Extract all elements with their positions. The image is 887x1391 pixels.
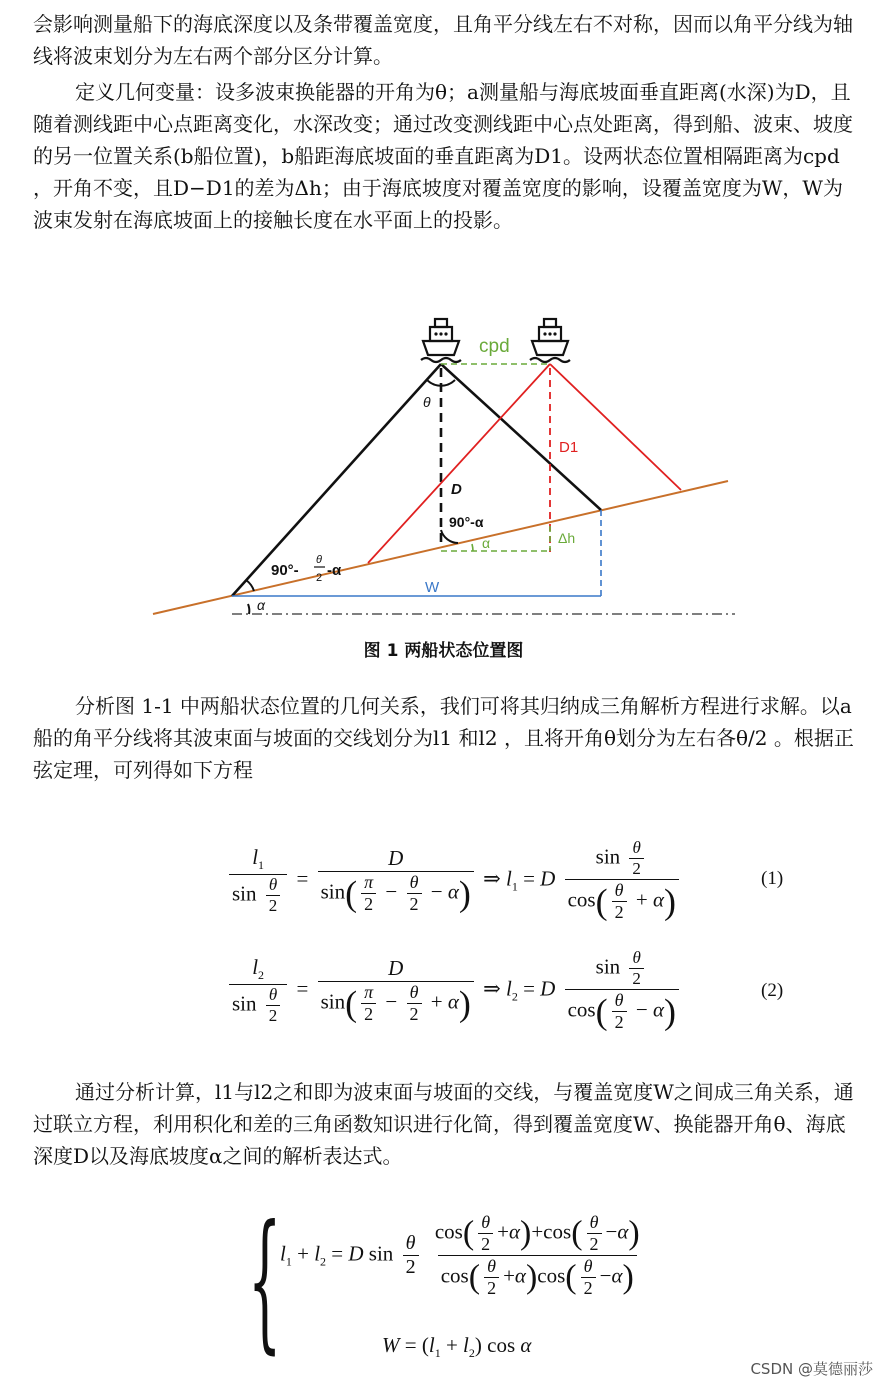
label-alpha-green: α [482, 535, 491, 551]
label-W: W [425, 579, 440, 596]
figure-caption: 图 1 两船状态位置图 [363, 641, 524, 661]
seabed-slope-line [153, 481, 728, 614]
label-alpha-bottom: α [257, 597, 265, 613]
label-90-minus-alpha: 90°-α [449, 514, 484, 530]
equation-4-width: $W = (l_1 + l_2)$ cos α [382, 1333, 532, 1361]
left-angle-arc [246, 580, 254, 591]
paragraph-definitions-text: 定义几何变量：设多波束换能器的开角为θ；a测量船与海底坡面垂直距离(水深)为D，且随着测线距中心点距离变化，水深改变；通过改变测线距中心点处距离，得到船、波束、坡度的另一位置关系(b船位置)，b船距海底坡面的垂直距离为D1。设两状态位置相隔距离为cpd ，开角不变，且D−D1的差为Δh；由于海底坡度对覆盖宽度的影响，设覆盖宽度为W，W为波束发射在海底坡面上的接触长度在水平面上的投影。 [33, 80, 853, 232]
paragraph-conclusion [33, 1076, 859, 1172]
equation-2: $l_2$ sin $\frac{\theta}{2}$ = D sin( $\frac{\pi}{2}$ − $\frac{\theta}{2}$ + α) ⇒ $l_2 = D$ sin $\frac{\theta}{2}$ cos( $\frac{\theta}{2}$ − α) [225, 948, 683, 1033]
beam-b-left [368, 364, 550, 563]
equation-3-sum: $l_1 + l_2 = D$ sin $\frac{\theta}{2}$ cos( $\frac{\theta}{2}$ +α)+cos( $\frac{\theta}{2}$ −α) cos( $\frac{\theta}{2}$ +α)cos( $\frac{\theta}{2}$ −α) [280, 1212, 640, 1298]
paragraph-intro-text: 会影响测量船下的海底深度以及条带覆盖宽度，且角平分线左右不对称，因而以角平分线为轴线将波束划分为左右两个部分区分计算。 [33, 12, 853, 68]
label-cpd: cpd [479, 336, 510, 357]
label-theta: θ [423, 394, 431, 410]
paragraph-intro [33, 8, 859, 72]
label-left-angle-two: 2 [316, 572, 323, 584]
ship-b-icon [530, 319, 570, 362]
paragraph-definitions [33, 76, 859, 236]
ship-a-icon [421, 319, 461, 362]
alpha-arc-bottom [248, 604, 249, 614]
label-left-angle-theta: θ [316, 554, 322, 566]
alpha-arc-green [472, 544, 473, 551]
theta-arc [427, 380, 455, 386]
paragraph-analysis [33, 690, 859, 786]
beam-b-right [550, 364, 681, 490]
beam-a-right [441, 364, 601, 510]
equation-2-number: (2) [761, 980, 784, 1001]
equation-1-number: (1) [761, 868, 784, 889]
paragraph-analysis-text: 分析图 1-1 中两船状态位置的几何关系，我们可将其归纳成三角解析方程进行求解。以a船的角平分线将其波束面与坡面的交线划分为l1 和l2 ，且将开角θ划分为左右各θ/2 。根据正弦定理，可列得如下方程 [33, 694, 854, 782]
equation-system-brace: { [248, 1194, 282, 1368]
label-left-angle-a: 90°- [271, 562, 299, 579]
watermark: CSDN @莫德丽莎 [750, 1360, 873, 1378]
angle-90-minus-alpha-arc [441, 530, 458, 543]
label-left-angle-b: -α [327, 562, 342, 579]
label-delta-h: Δh [558, 530, 576, 546]
paragraph-conclusion-text: 通过分析计算，l1与l2之和即为波束面与坡面的交线，与覆盖宽度W之间成三角关系，通过联立方程，利用积化和差的三角函数知识进行化简，得到覆盖宽度W、换能器开角θ、海底深度D以及海底坡度α之间的解析表达式。 [33, 1080, 854, 1168]
label-D: D [451, 481, 462, 498]
label-D1: D1 [559, 439, 579, 456]
figure-two-ship-positions [148, 308, 738, 628]
equation-1: $l_1$ sin $\frac{\theta}{2}$ = D sin( $\frac{\pi}{2}$ − $\frac{\theta}{2}$ − α) ⇒ $l_1 = D$ sin $\frac{\theta}{2}$ cos( $\frac{\theta}{2}$ + α) [225, 838, 683, 923]
